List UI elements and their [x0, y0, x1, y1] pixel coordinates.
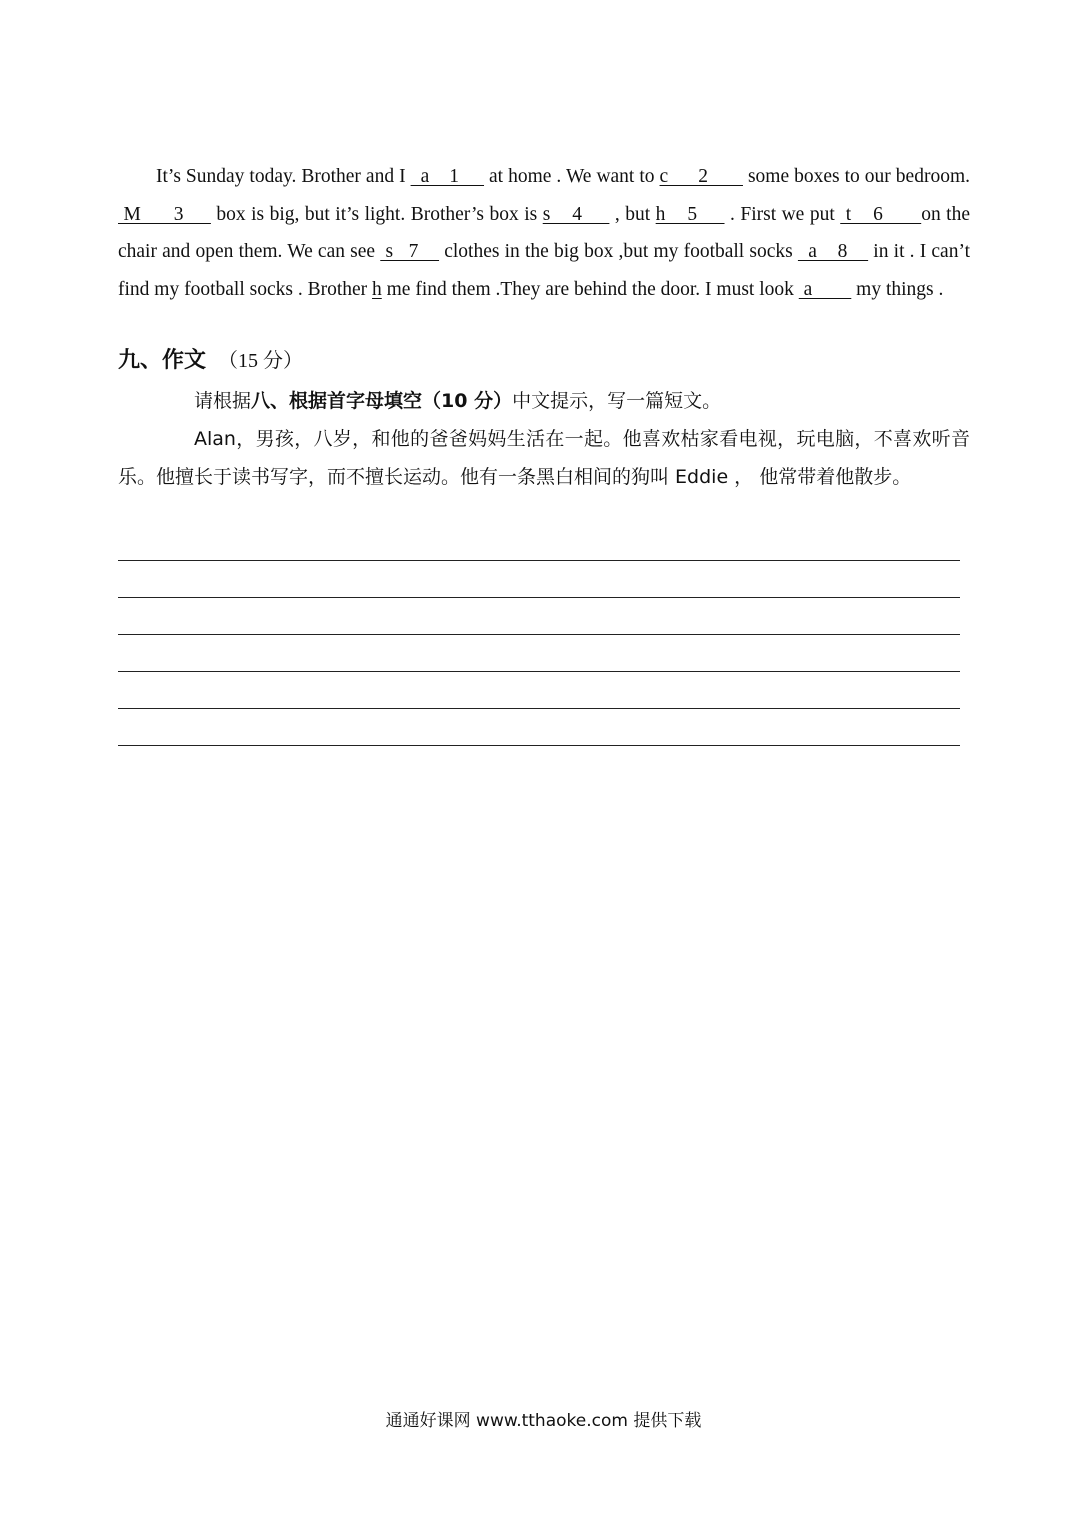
instruction-bold-reference: 八、根据首字母填空（10 分）	[251, 390, 513, 412]
writing-line[interactable]	[118, 634, 960, 635]
cloze-passage	[118, 158, 970, 308]
passage-text: , but	[609, 203, 656, 225]
answer-blank[interactable]: s 7	[380, 241, 440, 262]
section-heading	[118, 344, 303, 378]
answer-blank[interactable]: h 5	[655, 203, 725, 225]
writing-prompt: Alan，男孩，八岁，和他的爸爸妈妈生活在一起。他喜欢枯家看电视，玩电脑，不喜欢听音乐。他擅长于读书写字，而不擅长运动。他有一条黑白相间的狗叫 Eddie ， 他常带着他散步。	[118, 428, 970, 488]
passage-text: box is big, but it’s light. Brother’s box is	[210, 203, 543, 225]
instruction-prefix: 请根据	[194, 390, 252, 412]
passage-text: some boxes to our bedroom.	[742, 166, 970, 187]
answer-blank[interactable]: a	[798, 278, 852, 300]
passage-text: in it . I can’t find my football socks . Brother	[118, 241, 971, 300]
passage-text: . First we put	[724, 203, 841, 225]
writing-line[interactable]	[118, 745, 960, 746]
answer-blank[interactable]: t 6	[840, 203, 922, 225]
section-title: 九、作文	[118, 348, 207, 373]
instruction-suffix: 中文提示，写一篇短文。	[512, 390, 722, 412]
passage-text: at home . We want to	[484, 166, 660, 187]
writing-line[interactable]	[118, 708, 960, 709]
answer-blank[interactable]: M 3	[118, 203, 211, 225]
answer-blank[interactable]: a 8	[797, 241, 869, 262]
answer-blank[interactable]: c 2	[659, 166, 743, 187]
passage-text: my things .	[851, 278, 944, 300]
section-score: （15 分）	[218, 350, 304, 372]
passage-text: It’s Sunday today. Brother and I	[156, 166, 411, 187]
writing-line[interactable]	[118, 597, 960, 598]
passage-text: me find them .They are behind the door. I must look	[381, 278, 799, 300]
passage-text: on the chair and open them. We can see	[118, 203, 971, 262]
answer-blank[interactable]: h	[372, 278, 382, 300]
passage-text: clothes in the big box ,but my football socks	[439, 241, 798, 262]
writing-line[interactable]	[118, 671, 960, 672]
writing-area[interactable]	[118, 560, 960, 782]
answer-blank[interactable]: a 1	[410, 166, 485, 187]
writing-line[interactable]	[118, 560, 960, 561]
footer-credit: 通通好课网 www.tthaoke.com 提供下载	[385, 1411, 702, 1431]
writing-instruction	[194, 383, 721, 419]
answer-blank[interactable]: s 4	[542, 203, 610, 225]
